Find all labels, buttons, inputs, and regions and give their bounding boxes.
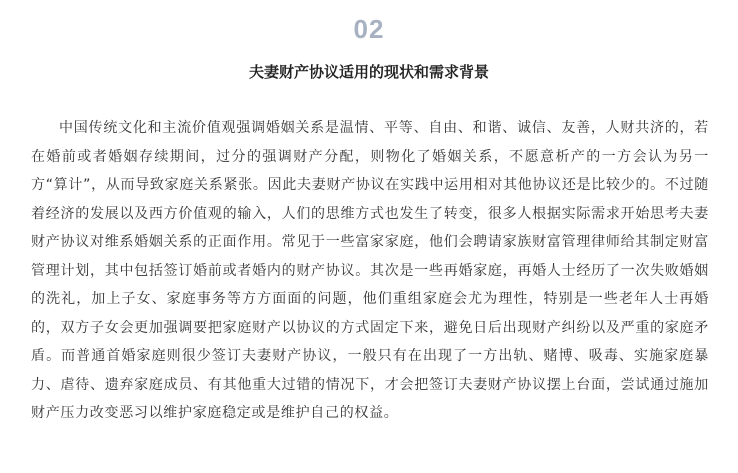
- body-paragraph: 中国传统文化和主流价值观强调婚姻关系是温情、平等、自由、和谐、诚信、友善，人财共济的，若在婚前或者婚姻存续期间，过分的强调财产分配，则物化了婚姻关系，不愿意析产的一方会认为另一方“算计”，从而导致家庭关系紧张。因此夫妻财产协议在实践中运用相对其他协议还是比较少的。不过随着经济的发展以及西方价值观的输入，人们的思维方式也发生了转变，很多人根据实际需求开始思考夫妻财产协议对维系婚姻关系的正面作用。常见于一些富家家庭，他们会聘请家族财富管理律师给其制定财富管理计划，其中包括签订婚前或者婚内的财产协议。其次是一些再婚家庭，再婚人士经历了一次失败婚姻的洗礼，加上子女、家庭事务等方方面面的问题，他们重组家庭会尤为理性，特别是一些老年人士再婚的，双方子女会更加强调要把家庭财产以协议的方式固定下来，避免日后出现财产纠纷以及严重的家庭矛盾。而普通首婚家庭则很少签订夫妻财产协议，一般只有在出现了一方出轨、赌博、吸毒、实施家庭暴力、虐待、遗弃家庭成员、有其他重大过错的情况下，才会把签订夫妻财产协议摆上台面，尝试通过施加财产压力改变恶习以维护家庭稳定或是维护自己的权益。: [31, 120, 709, 421]
- section-number: 02: [353, 14, 385, 44]
- section-title: 夫妻财产协议适用的现状和需求背景: [248, 63, 489, 81]
